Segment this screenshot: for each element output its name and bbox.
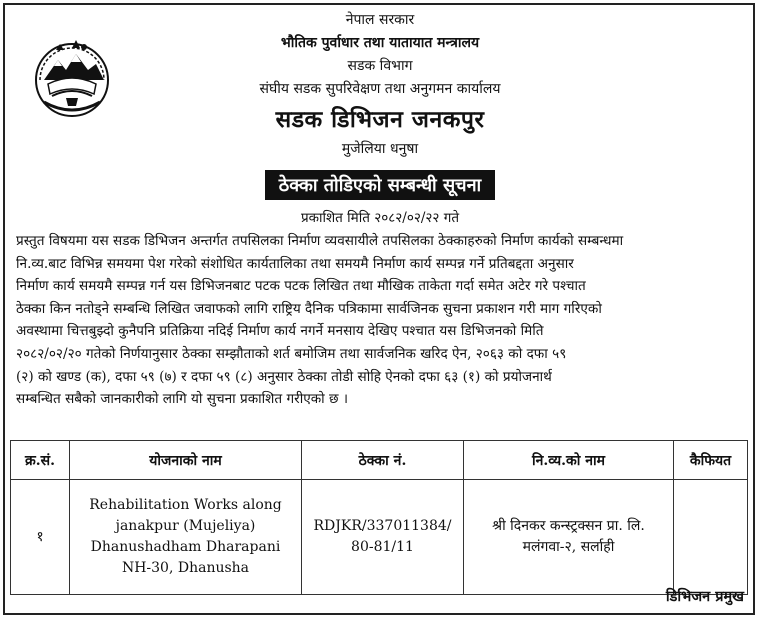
cell-project — [70, 480, 302, 595]
notice-body — [16, 230, 744, 411]
cell-remarks — [674, 480, 748, 595]
notice-title: ठेक्का तोडिएको सम्बन्धी सूचना — [265, 170, 495, 200]
project-line: janakpur (Mujeliya) — [115, 518, 256, 534]
office-location: मुजेलिया धनुषा — [341, 141, 419, 157]
department-name: सडक विभाग — [347, 58, 413, 74]
body-line: अवस्थामा चित्तबुझ्दो कुनैपनि प्रतिक्रिया नदिई निर्माण कार्य नगर्ने मनसाय देखिए पश्चात यस डिभिजनको मिति — [16, 323, 544, 340]
body-line: नि.व्य.बाट विभिन्न समयमा पेश गरेको संशोधित कार्यतालिका तथा समयमै निर्माण कार्य सम्पन्न गर्ने प्रतिबद्दता अनुसार — [16, 255, 574, 272]
col-header-contractor: नि.व्य.को नाम — [464, 441, 674, 480]
body-line: सम्बन्धित सबैको जानकारीको लागि यो सुचना प्रकाशित गरीएको छ । — [16, 391, 349, 408]
project-line: Dhanushadham Dharapani — [90, 539, 281, 555]
government-name: नेपाल सरकार — [345, 12, 415, 28]
contract-table — [10, 440, 748, 595]
cell-contractor — [464, 480, 674, 595]
contractor-line: मलंगवा-२, सर्लाही — [522, 539, 615, 555]
body-line: प्रस्तुत विषयमा यस सडक डिभिजन अन्तर्गत तपसिलका निर्माण व्यवसायीले तपसिलका ठेक्काहरुको निर्माण कार्यको सम्बन्धमा — [16, 233, 624, 249]
signature-title: डिभिजन प्रमुख — [665, 588, 744, 605]
body-line: (२) को खण्ड (क), दफा ५९ (७) र दफा ५९ (८) अनुसार ठेक्का तोडी सोहि ऐनको दफा ६३ (१) को प्रयोजनार्थ — [16, 368, 552, 385]
project-line: Rehabilitation Works along — [89, 497, 282, 513]
cell-sn: १ — [11, 480, 70, 595]
body-line: निर्माण कार्य समयमै सम्पन्न गर्न यस डिभिजनबाट पटक पटक लिखित तथा मौखिक ताकेता गर्दा समेत अटेर गरे पश्चात — [16, 278, 586, 295]
body-line: २०८२/०२/२० गतेको निर्णयानुसार ठेक्का सम्झौताको शर्त बमोजिम तथा सार्वजनिक खरिद ऐन, २०६३ को दफा ५९ — [16, 345, 567, 362]
contract-line: RDJKR/337011384/ — [313, 518, 452, 534]
col-header-sn: क्र.सं. — [11, 441, 70, 480]
body-line: ठेक्का किन नतोड्ने सम्बन्धि लिखित जवाफको लागि राष्ट्रिय दैनिक पत्रिकामा सार्वजिनक सुचना प्रकाशन गरी माग गरिएको — [16, 300, 602, 317]
ministry-name: भौतिक पुर्वाधार तथा यातायात मन्त्रालय — [280, 35, 480, 51]
col-header-remarks: कैफियत — [674, 441, 748, 480]
contract-line: 80-81/11 — [351, 539, 414, 555]
project-line: NH-30, Dhanusha — [121, 560, 250, 576]
office-name: संघीय सडक सुपरिवेक्षण तथा अनुगमन कार्यालय — [259, 81, 501, 97]
published-date: प्रकाशित मिति २०८२/०२/२२ गते — [300, 210, 460, 226]
col-header-project: योजनाको नाम — [70, 441, 302, 480]
contractor-line: श्री दिनकर कन्स्ट्रक्सन प्रा. लि. — [492, 518, 645, 534]
table-row — [11, 480, 748, 595]
cell-contract-no — [302, 480, 464, 595]
col-header-contract-no: ठेक्का नं. — [302, 441, 464, 480]
division-name: सडक डिभिजन जनकपुर — [275, 106, 485, 133]
table-header-row — [11, 441, 748, 480]
